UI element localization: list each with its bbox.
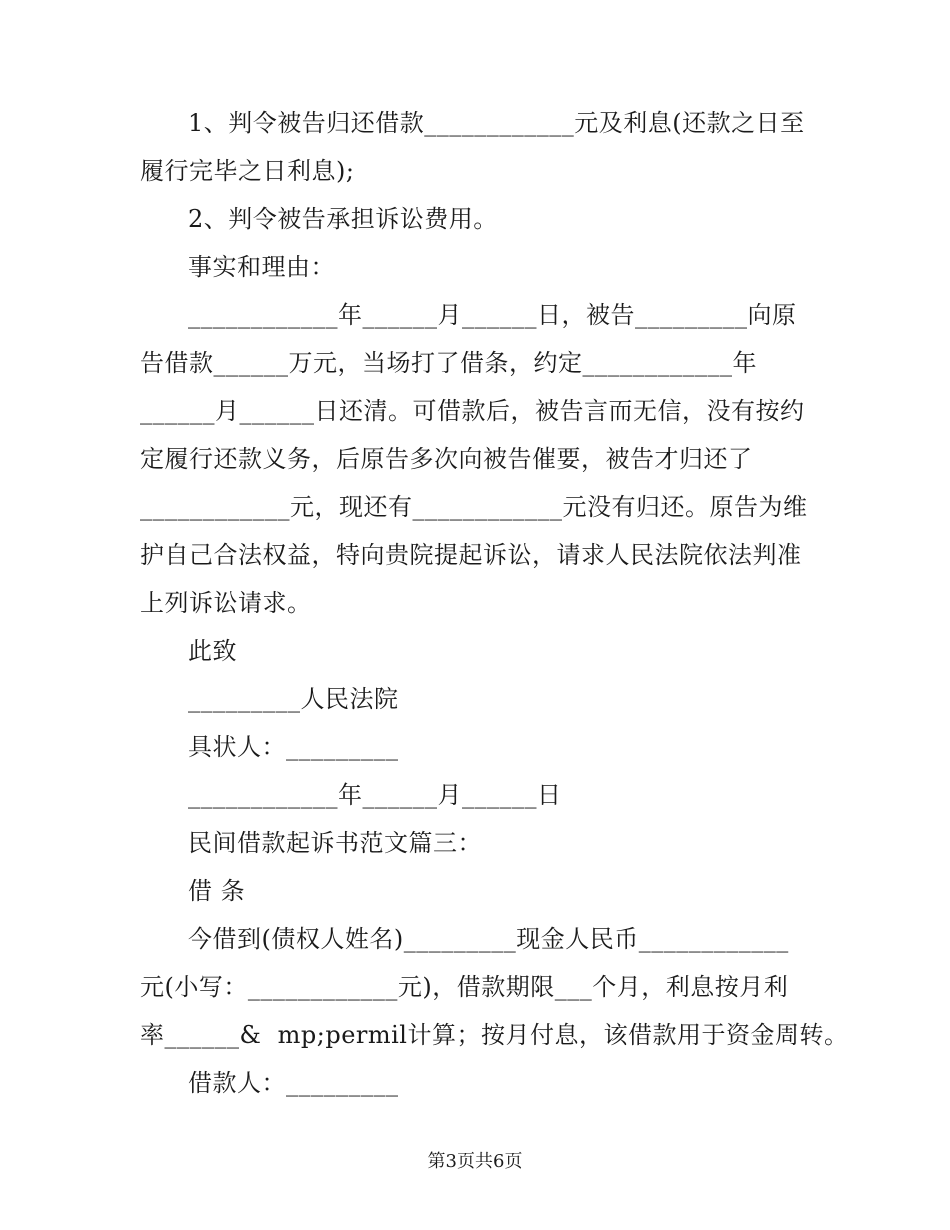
iou-paragraph-line: 率______& mp;permil计算；按月付息，该借款用于资金周转。 (140, 1021, 849, 1049)
date-line: ____________年______月______日 (188, 781, 562, 809)
facts-paragraph-line: 定履行还款义务，后原告多次向被告催要，被告才归还了 (140, 445, 753, 473)
salutation: 此致 (188, 637, 237, 665)
borrower-signature-line: 借款人：_________ (188, 1069, 399, 1097)
page-number: 第3页共6页 (427, 1151, 523, 1172)
plaintiff-signature-line: 具状人：_________ (188, 733, 399, 761)
facts-paragraph-line: 告借款______万元，当场打了借条，约定____________年 (140, 349, 757, 377)
iou-paragraph-line: 元(小写：____________元)，借款期限___个月，利息按月利 (140, 973, 789, 1001)
claim-item-1-cont: 履行完毕之日利息); (140, 157, 355, 185)
facts-paragraph-line: ____________元，现还有____________元没有归还。原告为维 (140, 493, 808, 521)
iou-title: 借 条 (188, 877, 246, 905)
claim-item-2: 2、判令被告承担诉讼费用。 (188, 205, 498, 233)
section-heading: 民间借款起诉书范文篇三： (188, 829, 482, 857)
facts-paragraph-line: 护自己合法权益，特向贵院提起诉讼，请求人民法院依法判准 (140, 541, 802, 569)
facts-paragraph-line: ____________年______月______日，被告_________向原 (188, 301, 797, 329)
claim-item-1: 1、判令被告归还借款____________元及利息(还款之日至 (188, 109, 805, 137)
facts-paragraph-line: 上列诉讼请求。 (140, 589, 312, 617)
facts-heading: 事实和理由： (188, 253, 335, 281)
court-name-line: _________人民法院 (188, 685, 399, 713)
iou-paragraph-line: 今借到(债权人姓名)_________现金人民币____________ (188, 925, 789, 953)
facts-paragraph-line: ______月______日还清。可借款后，被告言而无信，没有按约 (140, 397, 805, 425)
